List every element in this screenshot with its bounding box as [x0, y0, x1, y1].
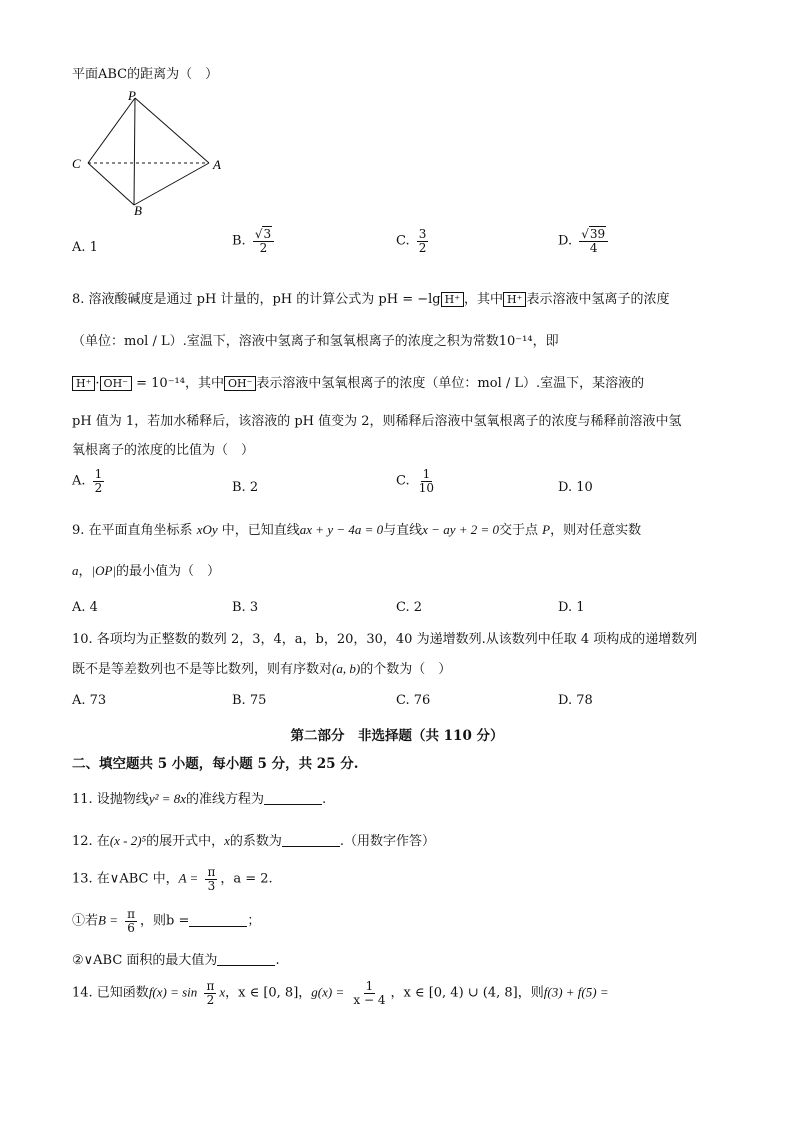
question-7-stem-tail: 平面ABC的距离为（ ）	[72, 67, 219, 82]
question-8-line-5: 氧根离子的浓度的比值为（ ）	[72, 443, 255, 458]
vertex-label-c: C	[72, 156, 81, 171]
fraction: $\frac{\pi}{2}$	[206, 979, 215, 1007]
vertex-label-b: B	[134, 203, 142, 218]
question-11: 11. 设抛物线y² = 8x的准线方程为 .	[72, 791, 327, 807]
option-label: C.	[396, 473, 410, 489]
fraction: $\frac{\pi}{3}$	[207, 865, 216, 893]
question-8-line-3: H⁺ · OH⁻ = 10⁻¹⁴，其中 OH⁻ 表示溶液中氢氧根离子的浓度（单位：mol / L）.室温下，某溶液的	[72, 376, 644, 392]
q10-option-b[interactable]: B. 75	[232, 693, 267, 708]
fraction: $\frac{√3}{2}$	[253, 228, 274, 254]
q7-option-d[interactable]	[558, 228, 611, 254]
question-10-line-1: 10. 各项均为正整数的数列 2，3，4，a，b，20，30，40 为递增数列.从该数列中任取 4 项构成的递增数列	[72, 632, 698, 647]
part-2-title: 第二部分 非选择题（共 110 分）	[290, 728, 504, 744]
question-9-line-1: 9. 在平面直角坐标系 xOy 中，已知直线ax + y − 4a = 0与直线x − ay + 2 = 0交于点 P，则对任意实数	[72, 522, 642, 538]
question-14: 14. 已知函数f(x) = sin $\frac{\pi}{2}$ x，x ∈ [0, 8]，g(x) = $\frac{1}{x - 4}$ ，x ∈ [0, 4) ∪ (4, 8]，则f(3) + f(5) =	[72, 979, 609, 1007]
section-2-title: 二、填空题共 5 小题，每小题 5 分，共 25 分.	[72, 756, 359, 772]
vertex-label-a: A	[213, 157, 221, 172]
q8-option-a[interactable]	[72, 468, 107, 494]
option-label: B.	[232, 233, 246, 249]
option-label: D.	[558, 233, 573, 249]
question-13-stem: 13. 在∨ABC 中，A = $\frac{\pi}{3}$ ，a = 2.	[72, 865, 273, 893]
q7-option-b[interactable]	[232, 228, 277, 254]
fraction: $\frac{1}{x - 4}$	[353, 979, 386, 1007]
answer-blank[interactable]	[217, 953, 275, 966]
answer-blank[interactable]	[189, 914, 247, 927]
q10-option-c[interactable]: C. 76	[396, 693, 431, 708]
q10-option-d[interactable]: D. 78	[558, 693, 593, 708]
question-8-line-2: （单位：mol / L）.室温下，溶液中氢离子和氢氧根离子的浓度之积为常数10⁻¹⁴，即	[72, 334, 559, 349]
h-plus-bracket: H⁺	[72, 376, 95, 391]
q8-option-b[interactable]: B. 2	[232, 480, 259, 495]
q7-option-a[interactable]: A. 1	[72, 240, 98, 255]
q9-option-d[interactable]: D. 1	[558, 600, 585, 615]
h-plus-bracket: H⁺	[503, 292, 526, 307]
fraction: $\frac{√39}{4}$	[579, 228, 608, 254]
question-8-line-4: pH 值为 1，若加水稀释后，该溶液的 pH 值变为 2，则稀释后溶液中氢氧根离子的浓度与稀释前溶液中氢	[72, 414, 682, 429]
oh-minus-bracket: OH⁻	[100, 376, 132, 391]
option-label: A.	[72, 473, 86, 489]
answer-blank[interactable]	[264, 792, 322, 805]
fraction: $\frac{1}{10}$	[418, 467, 435, 495]
fraction: $\frac{3}{2}$	[418, 227, 427, 255]
vertex-label-p: P	[128, 88, 136, 103]
question-9-line-2: a，|OP|的最小值为（ ）	[72, 563, 221, 579]
question-13-sub-1: ①若B = $\frac{\pi}{6}$ ，则b = ；	[72, 907, 261, 935]
answer-blank[interactable]	[282, 834, 340, 847]
option-label: C.	[396, 233, 410, 249]
question-12: 12. 在(x - 2)⁵的展开式中，x的系数为 .（用数字作答）	[72, 833, 436, 849]
q8-option-c[interactable]	[396, 468, 439, 494]
question-10-line-2: 既不是等差数列也不是等比数列，则有序数对(a, b)的个数为（ ）	[72, 661, 452, 677]
question-13-sub-2: ②∨ABC 面积的最大值为 .	[72, 953, 280, 968]
oh-minus-bracket: OH⁻	[224, 376, 256, 391]
question-8-line-1: 8. 溶液酸碱度是通过 pH 计量的，pH 的计算公式为 pH = −lg H⁺ ，其中 H⁺ 表示溶液中氢离子的浓度	[72, 292, 670, 307]
fraction: $\frac{\pi}{6}$	[127, 907, 136, 935]
q8-option-d[interactable]: D. 10	[558, 480, 593, 495]
q9-option-b[interactable]: B. 3	[232, 600, 259, 615]
q9-option-c[interactable]: C. 2	[396, 600, 423, 615]
q7-option-c[interactable]	[396, 228, 431, 254]
h-plus-bracket: H⁺	[441, 292, 464, 307]
fraction: $\frac{1}{2}$	[94, 467, 103, 495]
q9-option-a[interactable]: A. 4	[72, 600, 98, 615]
q10-option-a[interactable]: A. 73	[72, 693, 107, 708]
tetrahedron-figure	[66, 88, 236, 218]
